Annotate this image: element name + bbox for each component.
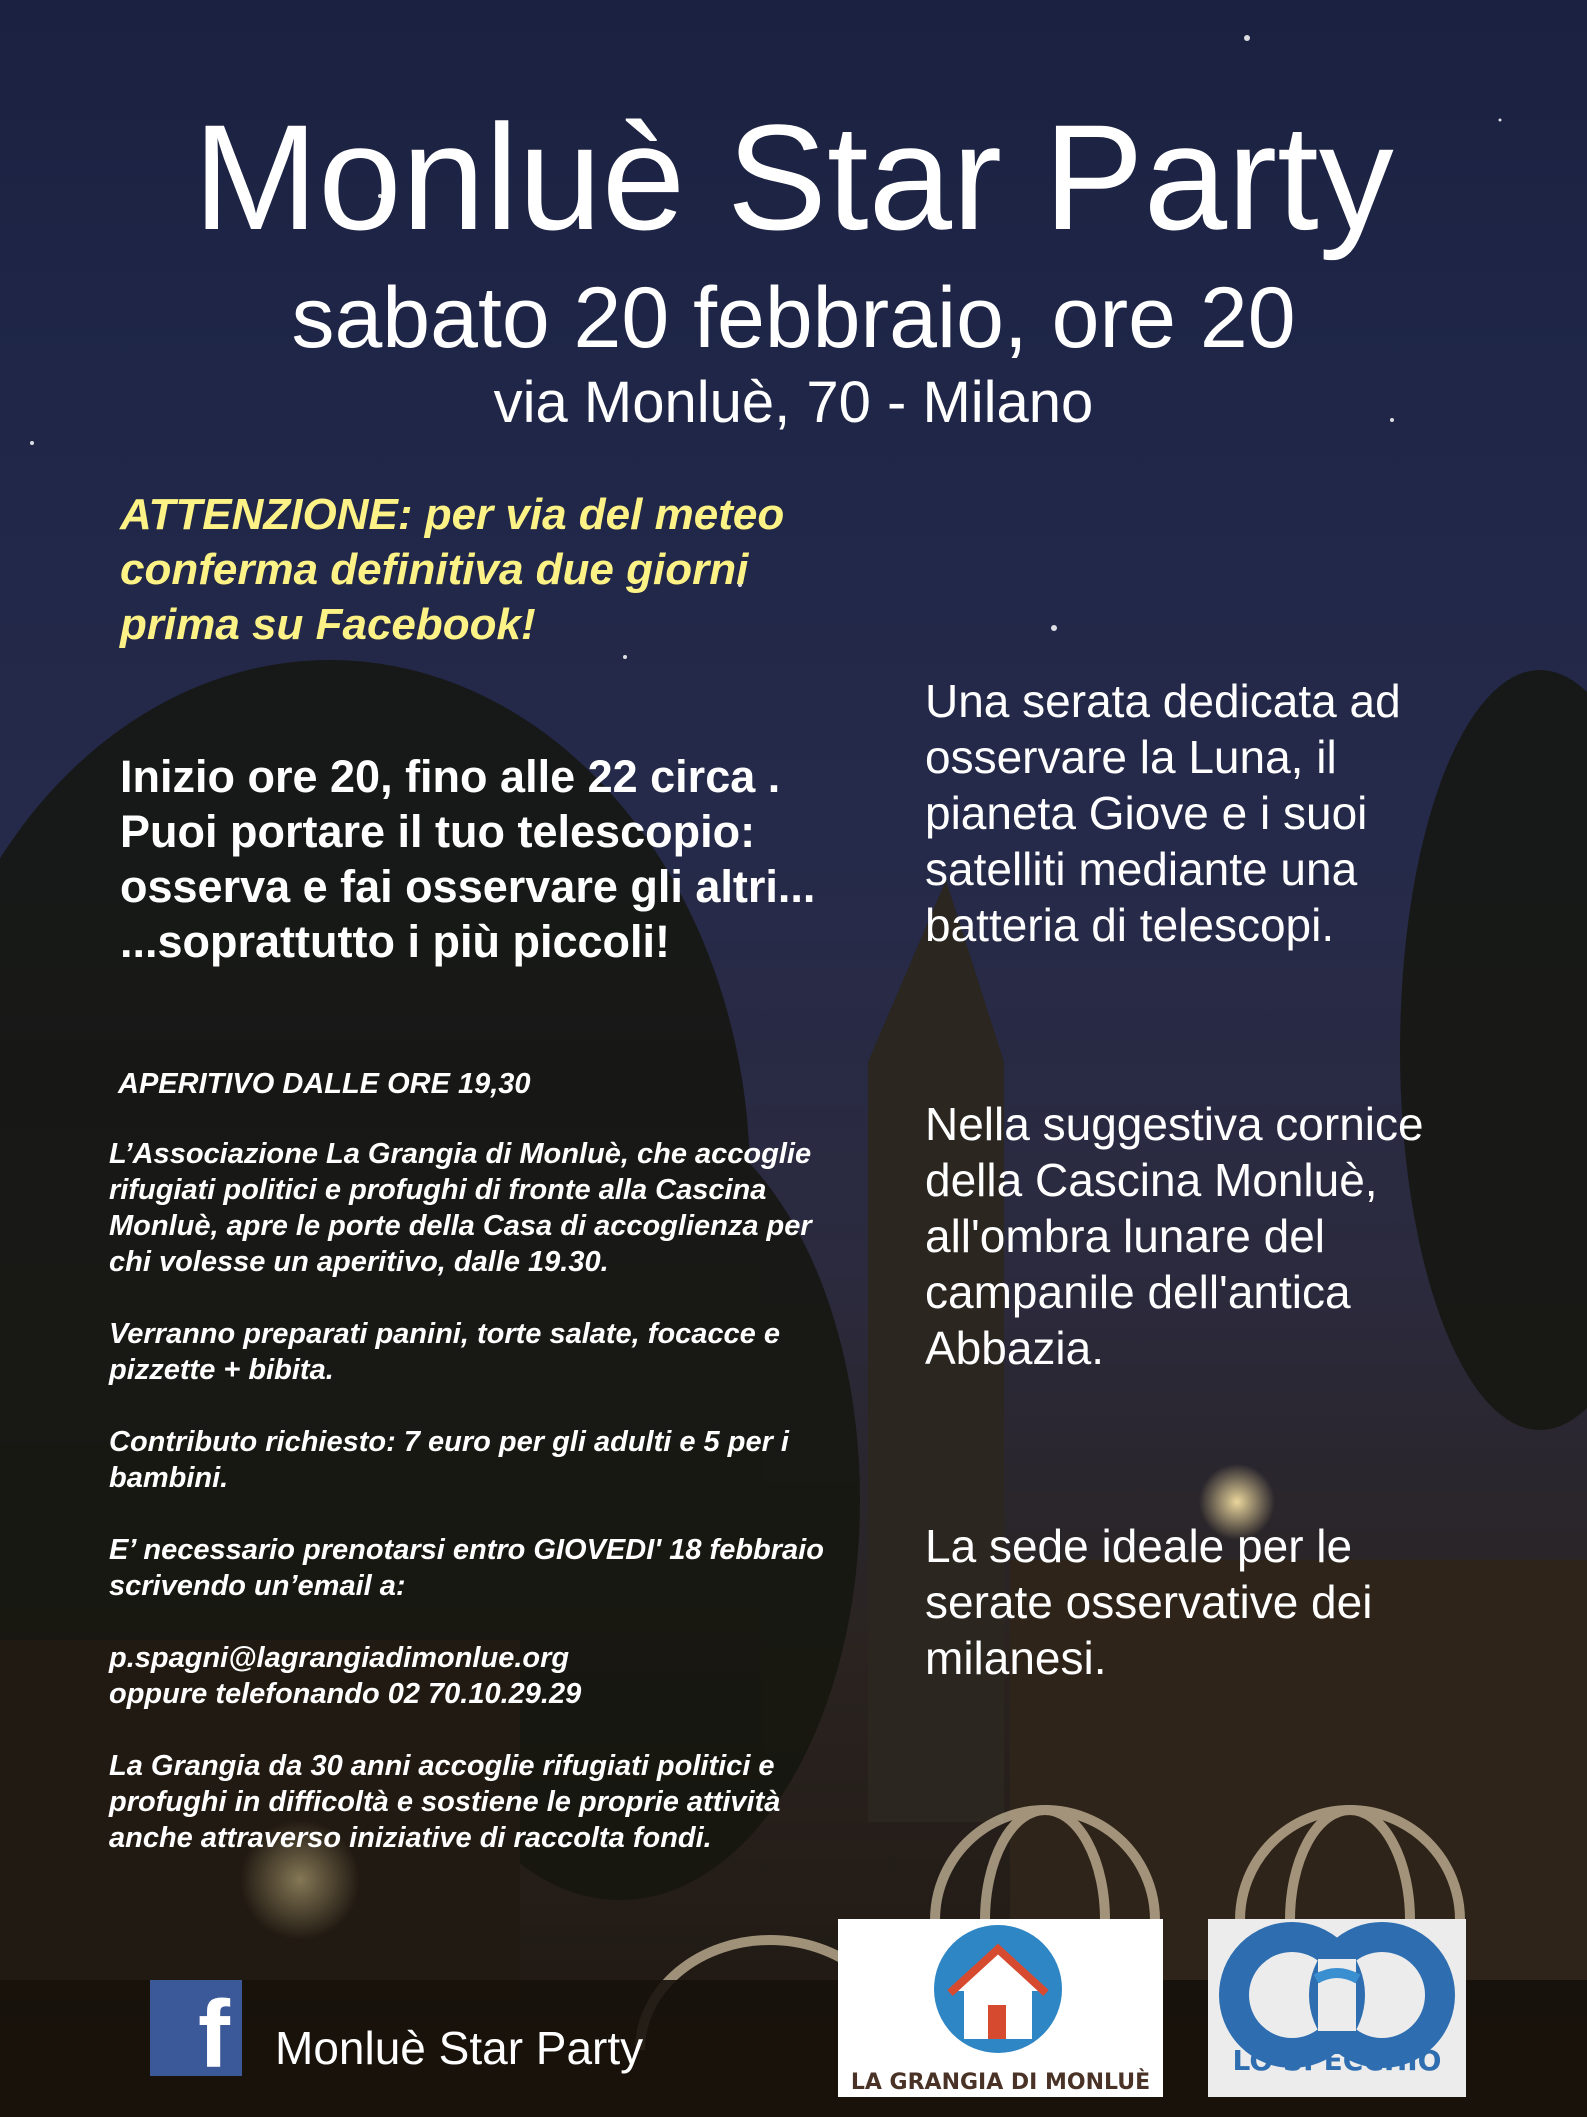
specchio-logo-caption: LO SPECCHIO <box>1232 2044 1442 2077</box>
aperitivo-heading: APERITIVO DALLE ORE 19,30 <box>118 1068 531 1100</box>
info-paragraph-price: Contributo richiesto: 7 euro per gli adulti e 5 per i bambini. <box>109 1426 789 1494</box>
info-paragraph-booking: E’ necessario prenotarsi entro GIOVEDI' 18 febbraio scrivendo un’email a: <box>109 1534 824 1602</box>
facebook-icon[interactable]: f <box>150 1980 242 2076</box>
specchio-logo <box>1208 1919 1466 2097</box>
info-paragraph-food: Verranno preparati panini, torte salate, focacce e pizzette + bibita. <box>109 1318 780 1386</box>
grangia-logo <box>838 1919 1163 2097</box>
facebook-page-label[interactable]: Monluè Star Party <box>275 2022 644 2074</box>
description-paragraph-2: Nella suggestiva cornice della Cascina Monluè, all'ombra lunare del campanile dell'antica Abbazia. <box>925 1098 1424 1374</box>
weather-warning: ATTENZIONE: per via del meteo conferma definitiva due giorni prima su Facebook! <box>120 490 785 649</box>
event-address: via Monluè, 70 - Milano <box>493 370 1094 435</box>
description-paragraph-1: Una serata dedicata ad osservare la Luna, il pianeta Giove e i suoi satelliti mediante una batteria di telescopi. <box>925 675 1401 951</box>
info-paragraph-contact: p.spagni@lagrangiadimonlue.org oppure telefonando 02 70.10.29.29 <box>109 1642 582 1710</box>
page-title: Monluè Star Party <box>193 93 1394 261</box>
info-paragraph-association: L’Associazione La Grangia di Monluè, che accoglie rifugiati politici e profughi di fronte alla Cascina Monluè, apre le porte della Casa di accoglienza per chi volesse un aperitivo, dalle 19.30. <box>109 1138 812 1278</box>
info-block <box>109 1136 859 1892</box>
description-paragraph-3: La sede ideale per le serate osservative dei milanesi. <box>925 1520 1373 1684</box>
grangia-logo-caption: LA GRANGIA DI MONLUÈ <box>850 2070 1151 2095</box>
info-paragraph-about: La Grangia da 30 anni accoglie rifugiati politici e profughi in difficoltà e sostiene le proprie attività anche attraverso iniziative di raccolta fondi. <box>109 1750 781 1854</box>
event-date: sabato 20 febbraio, ore 20 <box>291 270 1296 366</box>
intro-text: Inizio ore 20, fino alle 22 circa . Puoi portare il tuo telescopio: osserva e fai osservare gli altri... ...soprattutto i più piccoli! <box>120 751 816 967</box>
